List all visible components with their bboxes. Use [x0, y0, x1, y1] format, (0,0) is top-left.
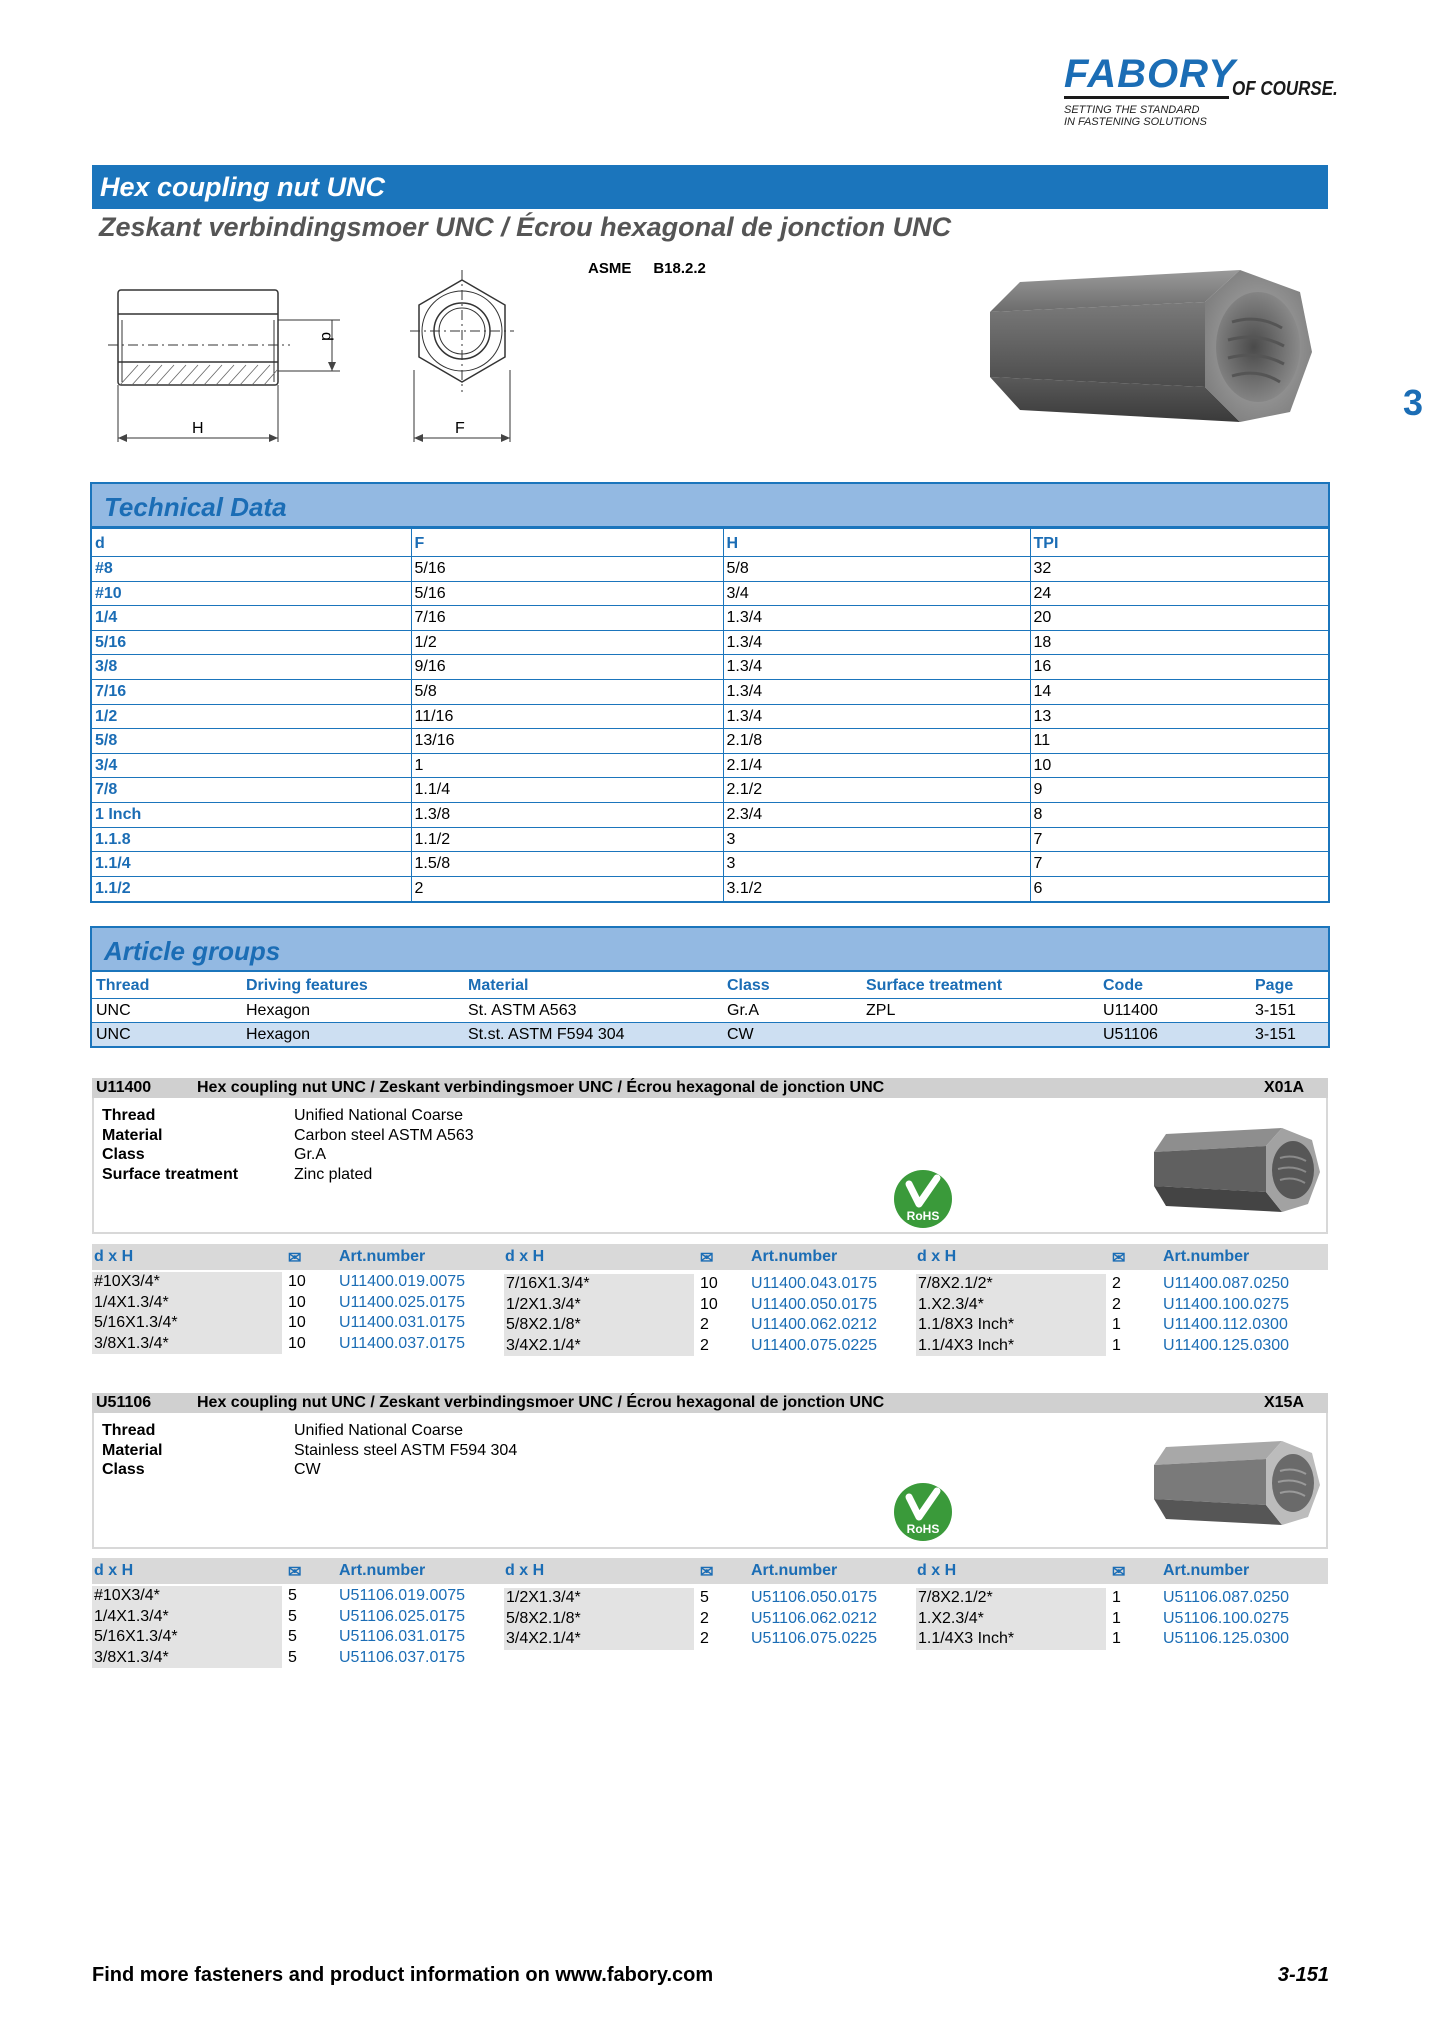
cell: 1.3/8: [411, 802, 723, 827]
item-quantity: 5: [288, 1607, 297, 1625]
standard-reference: [588, 260, 728, 277]
item-size: 7/8X2.1/2*: [918, 1589, 993, 1606]
cell: 1.3/4: [723, 679, 1030, 704]
item-size: 1/4X1.3/4*: [94, 1607, 169, 1625]
dxh-header: d x H: [505, 1562, 545, 1579]
article-number-link[interactable]: U11400.050.0175: [751, 1295, 878, 1313]
article-description: Hex coupling nut UNC / Zeskant verbindingsmoer UNC / Écrou hexagonal de jonction UNC: [197, 1394, 885, 1411]
cell: 9/16: [411, 655, 723, 680]
column-header: Page: [1251, 972, 1328, 998]
property-row: [102, 1126, 474, 1146]
quantity-column: [700, 1588, 730, 1650]
item-size: 5/16X1.3/4*: [94, 1314, 178, 1331]
logo-slogan: OF COURSE.: [1232, 78, 1338, 100]
item-size: #10X3/4*: [94, 1587, 160, 1604]
property-label: Surface treatment: [102, 1165, 239, 1183]
item-size: 3/8X1.3/4*: [94, 1334, 169, 1352]
item-size: 5/8X2.1/8*: [506, 1316, 581, 1333]
item-quantity: 10: [700, 1295, 718, 1313]
item-size: 1/2X1.3/4*: [506, 1295, 581, 1313]
article-number-link[interactable]: U11400.125.0300: [1163, 1336, 1290, 1354]
technical-data-row: [92, 557, 1328, 582]
article-grid-header: [92, 1244, 1328, 1270]
cell: 6: [1030, 876, 1328, 901]
article-number-link[interactable]: U51106.100.0275: [1163, 1609, 1290, 1627]
cell: ZPL: [862, 998, 1099, 1022]
cell: U11400: [1099, 998, 1251, 1022]
article-grid-header: [92, 1558, 1328, 1584]
article-number-link[interactable]: U11400.025.0175: [339, 1293, 466, 1311]
column-header: F: [411, 529, 723, 557]
chapter-number: 3: [1403, 382, 1424, 423]
item-size: 7/16X1.3/4*: [506, 1275, 590, 1292]
dxh-column: [916, 1588, 1106, 1650]
technical-data-row: [92, 606, 1328, 631]
article-number-link[interactable]: U11400.112.0300: [1163, 1316, 1288, 1333]
cell: 1/2: [411, 630, 723, 655]
cell: 11/16: [411, 704, 723, 729]
drawing-label-h: H: [192, 420, 204, 437]
technical-data-table: [92, 528, 1328, 901]
cell: 10: [1030, 753, 1328, 778]
logo-tagline: [1064, 104, 1207, 128]
quantity-column: [1112, 1274, 1142, 1356]
cell: 16: [1030, 655, 1328, 680]
drawing-label-f: F: [455, 420, 465, 437]
article-header: [92, 1078, 1328, 1098]
cell: 9: [1030, 778, 1328, 803]
technical-data-row: [92, 581, 1328, 606]
article-spec-code: X01A: [1263, 1079, 1304, 1096]
item-quantity: 10: [288, 1314, 306, 1331]
technical-data-row: [92, 802, 1328, 827]
property-value: Carbon steel ASTM A563: [294, 1126, 474, 1144]
row-size: 3/4: [92, 753, 411, 778]
artnumber-column: [751, 1588, 877, 1650]
rohs-label: RoHS: [906, 1209, 940, 1223]
article-number-link[interactable]: U51106.037.0175: [339, 1648, 466, 1666]
cell: 24: [1030, 581, 1328, 606]
cell: 3: [723, 852, 1030, 877]
technical-data-row: [92, 679, 1328, 704]
cell: 3-151: [1251, 1022, 1328, 1046]
item-quantity: 2: [1112, 1275, 1121, 1292]
cell: [862, 1022, 1099, 1046]
technical-data-row: [92, 753, 1328, 778]
article-header: [92, 1393, 1328, 1413]
dxh-column: [92, 1586, 282, 1668]
cell: St.st. ASTM F594 304: [464, 1022, 723, 1046]
column-header: Thread: [92, 972, 242, 998]
item-size: 1/4X1.3/4*: [94, 1293, 169, 1311]
property-row: [102, 1460, 517, 1480]
article-number-link[interactable]: U11400.019.0075: [339, 1273, 466, 1290]
article-column-group: [92, 1586, 504, 1668]
cell: 2: [411, 876, 723, 901]
item-quantity: 1: [1112, 1336, 1121, 1354]
page-title: Hex coupling nut UNC: [100, 172, 385, 202]
column-header: TPI: [1030, 529, 1328, 557]
property-row: [102, 1106, 474, 1126]
technical-data-row: [92, 729, 1328, 754]
package-icon: ✉: [288, 1250, 302, 1267]
cell: 7/16: [411, 606, 723, 631]
item-quantity: 2: [700, 1316, 709, 1333]
property-row: [102, 1165, 474, 1185]
item-quantity: 2: [700, 1630, 709, 1647]
article-group-row[interactable]: [92, 1022, 1328, 1046]
article-number-link[interactable]: U11400.031.0175: [339, 1314, 466, 1331]
cell: 18: [1030, 630, 1328, 655]
logo-tagline-line1: SETTING THE STANDARD: [1064, 104, 1200, 116]
item-quantity: 2: [1112, 1295, 1121, 1313]
article-spec-code: X15A: [1263, 1394, 1304, 1411]
item-size: 5/16X1.3/4*: [94, 1628, 178, 1645]
dxh-column: [504, 1274, 694, 1356]
column-header: Surface treatment: [862, 972, 1099, 998]
property-label: Class: [102, 1146, 145, 1163]
article-column-group: [916, 1588, 1328, 1650]
cell: 3/4: [723, 581, 1030, 606]
article-column-group: [92, 1272, 504, 1354]
item-size: 1.1/8X3 Inch*: [918, 1316, 1015, 1333]
property-value: Zinc plated: [294, 1165, 373, 1183]
artnumber-column: [751, 1274, 877, 1356]
cell: 13/16: [411, 729, 723, 754]
article-groups-heading: Article groups: [104, 936, 281, 966]
cell: 5/16: [411, 581, 723, 606]
article-number-link[interactable]: U51106.125.0300: [1163, 1630, 1290, 1647]
product-photo: [990, 262, 1330, 432]
technical-data-row: [92, 704, 1328, 729]
column-header: d: [92, 529, 411, 557]
cell: CW: [723, 1022, 862, 1046]
article-number-link[interactable]: U51106.050.0175: [751, 1589, 878, 1606]
cell: St. ASTM A563: [464, 998, 723, 1022]
row-size: 5/8: [92, 729, 411, 754]
property-value: Gr.A: [294, 1146, 327, 1163]
property-label: Material: [102, 1126, 163, 1144]
package-icon: ✉: [1112, 1564, 1126, 1581]
row-size: #10: [92, 581, 411, 606]
technical-data-row: [92, 655, 1328, 680]
cell: 11: [1030, 729, 1328, 754]
column-header: H: [723, 529, 1030, 557]
technical-data-heading: Technical Data: [104, 492, 287, 522]
cell: U51106: [1099, 1022, 1251, 1046]
dxh-header: d x H: [94, 1562, 134, 1579]
item-size: 5/8X2.1/8*: [506, 1609, 581, 1627]
row-size: 7/16: [92, 679, 411, 704]
row-size: 1/4: [92, 606, 411, 631]
item-size: 1/2X1.3/4*: [506, 1589, 581, 1606]
artnumber-column: [1163, 1274, 1289, 1356]
cell: 1.1/2: [411, 827, 723, 852]
artnumber-column: [339, 1272, 465, 1354]
row-size: 1.1/4: [92, 852, 411, 877]
product-thumbnail: [1154, 1122, 1324, 1218]
row-size: 1.1/2: [92, 876, 411, 901]
article-number-link[interactable]: U51106.025.0175: [339, 1607, 466, 1625]
article-number-link[interactable]: U11400.087.0250: [1163, 1275, 1290, 1292]
item-quantity: 10: [288, 1334, 306, 1352]
dxh-header: d x H: [917, 1248, 957, 1265]
artnumber-column: [1163, 1588, 1289, 1650]
technical-data-row: [92, 852, 1328, 877]
item-size: 1.X2.3/4*: [918, 1295, 984, 1313]
item-quantity: 1: [1112, 1609, 1121, 1627]
article-properties: [102, 1421, 517, 1480]
quantity-column: [1112, 1588, 1142, 1650]
fabory-logo: [1062, 52, 1362, 132]
drawing-label-d: d: [318, 332, 335, 341]
item-quantity: 5: [700, 1589, 709, 1606]
article-number-link[interactable]: U51106.019.0075: [339, 1587, 466, 1604]
article-number-link[interactable]: U11400.037.0175: [339, 1334, 466, 1352]
technical-data-row: [92, 876, 1328, 901]
cell: 2.1/4: [723, 753, 1030, 778]
cell: 1.3/4: [723, 704, 1030, 729]
quantity-column: [700, 1274, 730, 1356]
article-number-link[interactable]: U51106.087.0250: [1163, 1589, 1290, 1606]
item-quantity: 10: [288, 1273, 306, 1290]
article-number-link[interactable]: U51106.031.0175: [339, 1628, 466, 1645]
rohs-label: RoHS: [906, 1522, 940, 1536]
article-code: U51106: [96, 1394, 152, 1411]
row-size: 1 Inch: [92, 802, 411, 827]
cell: 1.3/4: [723, 606, 1030, 631]
article-number-link[interactable]: U11400.075.0225: [751, 1336, 878, 1354]
item-quantity: 5: [288, 1587, 297, 1604]
article-code: U11400: [96, 1079, 152, 1096]
property-value: Unified National Coarse: [294, 1422, 463, 1439]
property-label: Class: [102, 1461, 145, 1478]
row-size: #8: [92, 557, 411, 582]
item-quantity: 5: [288, 1628, 297, 1645]
artnumber-header: Art.number: [751, 1248, 838, 1265]
package-icon: ✉: [288, 1564, 302, 1581]
cell: 5/16: [411, 557, 723, 582]
property-label: Thread: [102, 1422, 156, 1439]
title-bar: [92, 165, 1328, 209]
standard-value: B18.2.2: [653, 260, 706, 277]
technical-data-row: [92, 778, 1328, 803]
cell: Gr.A: [723, 998, 862, 1022]
article-number-link[interactable]: U51106.075.0225: [751, 1630, 878, 1647]
page-subtitle: Zeskant verbindingsmoer UNC / Écrou hexagonal de jonction UNC: [99, 212, 952, 242]
dxh-column: [504, 1588, 694, 1650]
item-quantity: 2: [700, 1336, 709, 1354]
rohs-icon: [892, 1481, 954, 1543]
logo-underline: [1064, 96, 1229, 99]
article-properties: [102, 1106, 474, 1184]
cell: 8: [1030, 802, 1328, 827]
column-header: Class: [723, 972, 862, 998]
article-number-link[interactable]: U11400.100.0275: [1163, 1295, 1290, 1313]
rohs-icon: [892, 1168, 954, 1230]
item-quantity: 5: [288, 1648, 297, 1666]
package-icon: ✉: [700, 1564, 714, 1581]
dxh-column: [92, 1272, 282, 1354]
item-quantity: 1: [1112, 1589, 1121, 1606]
dxh-column: [916, 1274, 1106, 1356]
article-groups-table: [92, 972, 1328, 1046]
column-header: Material: [464, 972, 723, 998]
item-size: 1.X2.3/4*: [918, 1609, 984, 1627]
item-size: 7/8X2.1/2*: [918, 1275, 993, 1292]
quantity-column: [288, 1586, 318, 1668]
property-value: Unified National Coarse: [294, 1107, 463, 1124]
cell: 32: [1030, 557, 1328, 582]
cell: 2.3/4: [723, 802, 1030, 827]
standard-label: ASME: [588, 260, 632, 277]
column-header: Code: [1099, 972, 1251, 998]
article-number-link[interactable]: U51106.062.0212: [751, 1609, 878, 1627]
article-groups-header: [92, 928, 1328, 972]
dxh-header: d x H: [94, 1248, 134, 1265]
logo-wordmark: FABORY: [1064, 52, 1236, 96]
item-quantity: 2: [700, 1609, 709, 1627]
item-size: 3/8X1.3/4*: [94, 1648, 169, 1666]
article-column-group: [504, 1274, 916, 1356]
cell: 3: [723, 827, 1030, 852]
cell: 20: [1030, 606, 1328, 631]
artnumber-header: Art.number: [339, 1562, 426, 1579]
cell: 14: [1030, 679, 1328, 704]
technical-data-section: [90, 482, 1330, 903]
row-size: 5/16: [92, 630, 411, 655]
property-row: [102, 1421, 517, 1441]
row-size: 3/8: [92, 655, 411, 680]
cell: 5/8: [411, 679, 723, 704]
artnumber-header: Art.number: [1163, 1248, 1250, 1265]
property-value: Stainless steel ASTM F594 304: [294, 1441, 518, 1459]
cell: 1.3/4: [723, 655, 1030, 680]
cell: Hexagon: [242, 1022, 464, 1046]
column-header: Driving features: [242, 972, 464, 998]
cell: 1.1/4: [411, 778, 723, 803]
artnumber-column: [339, 1586, 465, 1668]
row-size: 7/8: [92, 778, 411, 803]
cell: 7: [1030, 852, 1328, 877]
item-size: 1.1/4X3 Inch*: [918, 1336, 1015, 1354]
article-description: Hex coupling nut UNC / Zeskant verbindingsmoer UNC / Écrou hexagonal de jonction UNC: [197, 1079, 885, 1096]
quantity-column: [288, 1272, 318, 1354]
article-number-link[interactable]: U11400.043.0175: [751, 1275, 878, 1292]
cell: UNC: [92, 998, 242, 1022]
cell: 13: [1030, 704, 1328, 729]
technical-data-row: [92, 630, 1328, 655]
article-column-group: [504, 1588, 916, 1650]
cell: UNC: [92, 1022, 242, 1046]
dxh-header: d x H: [917, 1562, 957, 1579]
dxh-header: d x H: [505, 1248, 545, 1265]
page-number: 3-151: [1277, 1964, 1329, 1986]
article-number-link[interactable]: U11400.062.0212: [751, 1316, 878, 1333]
article-groups-section: [90, 926, 1330, 1048]
article-details: [92, 1413, 1328, 1549]
item-size: 3/4X2.1/4*: [506, 1336, 581, 1354]
technical-data-header: [92, 484, 1328, 528]
footer-text: Find more fasteners and product information on www.fabory.com: [92, 1964, 714, 1986]
technical-drawing: [100, 270, 560, 450]
artnumber-header: Art.number: [339, 1248, 426, 1265]
cell: 2.1/2: [723, 778, 1030, 803]
cell: Hexagon: [242, 998, 464, 1022]
cell: 1: [411, 753, 723, 778]
cell: 5/8: [723, 557, 1030, 582]
property-value: CW: [294, 1461, 321, 1478]
technical-data-header-row: [92, 529, 1328, 557]
technical-data-row: [92, 827, 1328, 852]
cell: 1.3/4: [723, 630, 1030, 655]
article-column-group: [916, 1274, 1328, 1356]
cell: 3-151: [1251, 998, 1328, 1022]
property-row: [102, 1441, 517, 1461]
item-size: 1.1/4X3 Inch*: [918, 1630, 1015, 1647]
package-icon: ✉: [700, 1250, 714, 1267]
artnumber-header: Art.number: [1163, 1562, 1250, 1579]
row-size: 1/2: [92, 704, 411, 729]
property-label: Thread: [102, 1107, 156, 1124]
cell: 2.1/8: [723, 729, 1030, 754]
item-quantity: 1: [1112, 1316, 1121, 1333]
package-icon: ✉: [1112, 1250, 1126, 1267]
article-groups-header-row: [92, 972, 1328, 998]
row-size: 1.1.8: [92, 827, 411, 852]
logo-tagline-line2: IN FASTENING SOLUTIONS: [1064, 116, 1207, 128]
property-label: Material: [102, 1441, 163, 1459]
cell: 7: [1030, 827, 1328, 852]
article-details: [92, 1098, 1328, 1234]
item-size: 3/4X2.1/4*: [506, 1630, 581, 1647]
cell: 3.1/2: [723, 876, 1030, 901]
cell: 1.5/8: [411, 852, 723, 877]
item-quantity: 10: [288, 1293, 306, 1311]
article-group-row[interactable]: [92, 998, 1328, 1022]
item-size: #10X3/4*: [94, 1273, 160, 1290]
item-quantity: 1: [1112, 1630, 1121, 1647]
item-quantity: 10: [700, 1275, 718, 1292]
property-row: [102, 1145, 474, 1165]
artnumber-header: Art.number: [751, 1562, 838, 1579]
product-thumbnail: [1154, 1435, 1324, 1531]
